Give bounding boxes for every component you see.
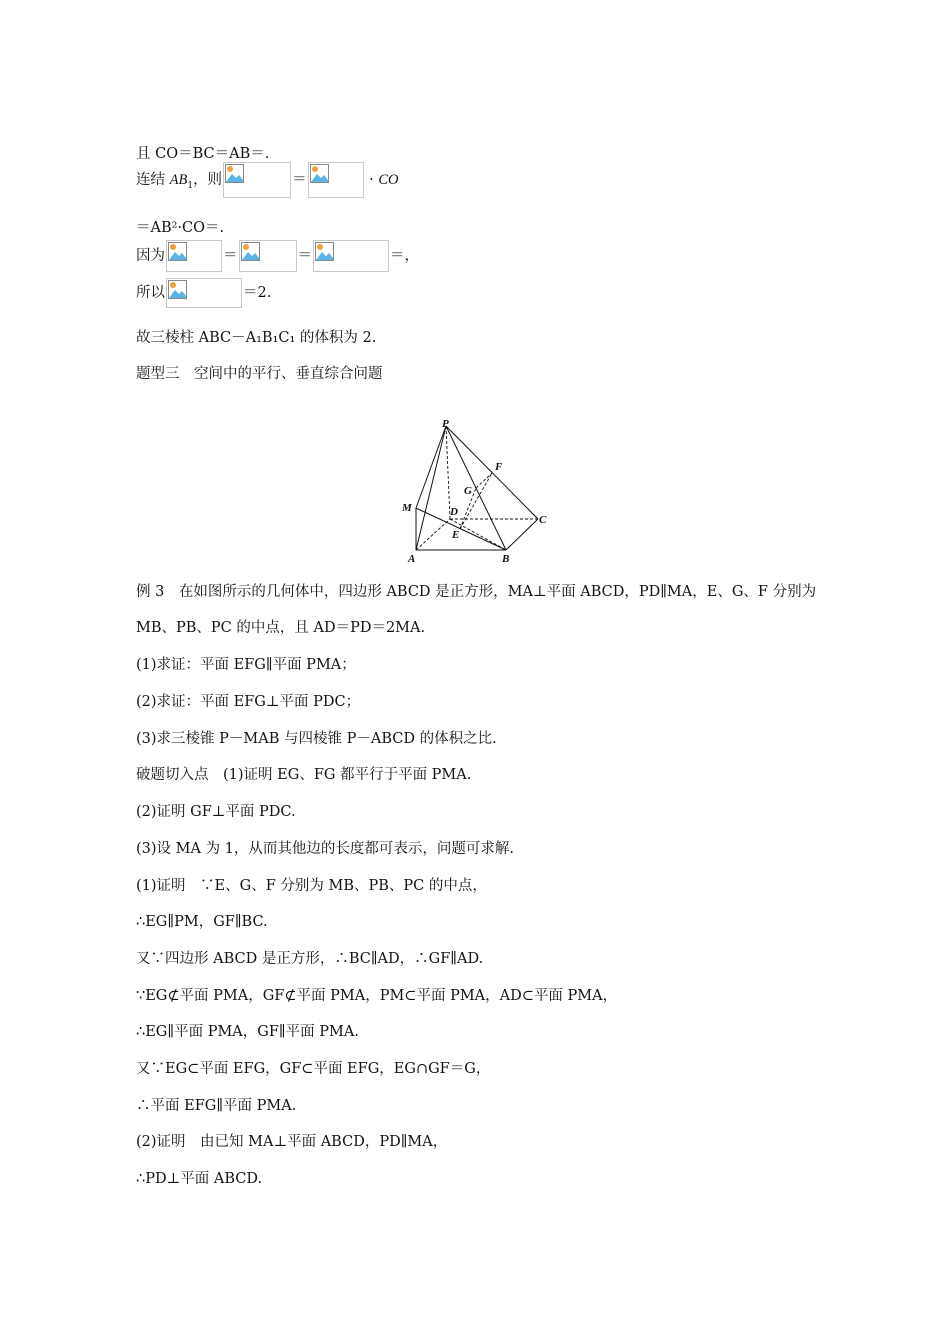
- hint-line: 破题切入点 (1)证明 EG、FG 都平行于平面 PMA.: [136, 767, 472, 783]
- formula-image-placeholder: [166, 240, 222, 272]
- geometry-figure: [398, 416, 554, 566]
- text-fragment: ＝: [297, 248, 312, 264]
- solution-line: 又∵四边形 ABCD 是正方形，∴BC∥AD，∴GF∥AD.: [136, 951, 484, 967]
- formula-image-placeholder: [308, 162, 364, 198]
- text-fragment: ，则: [193, 172, 223, 188]
- text-fragment: ＝: [292, 172, 307, 188]
- vertex-label-c: C: [539, 514, 547, 526]
- vertex-label-p: P: [442, 418, 449, 430]
- text-line: ＝AB²·CO＝.: [136, 220, 225, 236]
- math-fragment: CO: [378, 172, 399, 188]
- hint-line: (2)证明 GF⊥平面 PDC.: [136, 804, 296, 820]
- math-subscript: 1: [187, 180, 194, 191]
- text-fragment: ＝2.: [243, 285, 272, 301]
- formula-image-placeholder: [166, 278, 242, 308]
- question-3: (3)求三棱锥 P－MAB 与四棱锥 P－ABCD 的体积之比.: [136, 731, 497, 747]
- text-fragment: ＝: [223, 248, 238, 264]
- formula-line-therefore: [136, 278, 271, 308]
- solution-line: ∴EG∥平面 PMA，GF∥平面 PMA.: [136, 1024, 359, 1040]
- vertex-label-a: A: [408, 553, 416, 565]
- vertex-label-g: G: [464, 485, 472, 497]
- formula-image-placeholder: [313, 240, 389, 272]
- text-fragment: 连结: [136, 172, 165, 188]
- example-statement-line2: MB、PB、PC 的中点，且 AD＝PD＝2MA.: [136, 620, 426, 636]
- solution-line: ∴平面 EFG∥平面 PMA.: [136, 1098, 297, 1114]
- solution-line: ∴PD⊥平面 ABCD.: [136, 1171, 263, 1187]
- broken-image-icon: [168, 242, 187, 261]
- text-fragment: ＝，: [390, 248, 419, 264]
- vertex-label-e: E: [452, 529, 460, 541]
- formula-line-because: [136, 240, 419, 272]
- solution-line: 又∵EG⊂平面 EFG，GF⊂平面 EFG，EG∩GF＝G，: [136, 1061, 491, 1077]
- example-statement-line1: 例 3 在如图所示的几何体中，四边形 ABCD 是正方形，MA⊥平面 ABCD，PD∥MA，E、G、F 分别为: [136, 584, 817, 600]
- question-2: (2)求证：平面 EFG⊥平面 PDC；: [136, 694, 361, 710]
- broken-image-icon: [225, 164, 244, 183]
- section-heading: 题型三 空间中的平行、垂直综合问题: [136, 366, 383, 382]
- solution-line: (1)证明 ∵E、G、F 分别为 MB、PB、PC 的中点，: [136, 878, 487, 894]
- solution-line: ∴EG∥PM，GF∥BC.: [136, 914, 268, 930]
- math-fragment: AB: [169, 172, 188, 188]
- text-fragment: 因为: [136, 248, 165, 264]
- broken-image-icon: [315, 242, 334, 261]
- hint-line: (3)设 MA 为 1，从而其他边的长度都可表示，问题可求解.: [136, 841, 515, 857]
- vertex-label-m: M: [402, 502, 412, 514]
- formula-image-placeholder: [239, 240, 297, 272]
- formula-line-ab1: [136, 162, 399, 198]
- broken-image-icon: [241, 242, 260, 261]
- formula-image-placeholder: [223, 162, 291, 198]
- text-line: 且 CO＝BC＝AB＝.: [136, 146, 270, 162]
- broken-image-icon: [310, 164, 329, 183]
- vertex-label-f: F: [495, 461, 503, 473]
- question-1: (1)求证：平面 EFG∥平面 PMA；: [136, 657, 356, 673]
- vertex-label-d: D: [450, 506, 458, 518]
- broken-image-icon: [168, 280, 187, 299]
- vertex-label-b: B: [502, 553, 510, 565]
- solution-line: ∵EG⊄平面 PMA，GF⊄平面 PMA，PM⊂平面 PMA，AD⊂平面 PMA，: [136, 988, 618, 1004]
- text-line: 故三棱柱 ABC－A₁B₁C₁ 的体积为 2.: [136, 330, 377, 346]
- solution-line: (2)证明 由已知 MA⊥平面 ABCD，PD∥MA，: [136, 1134, 448, 1150]
- text-fragment: 所以: [136, 285, 165, 301]
- text-fragment: ·: [369, 172, 374, 188]
